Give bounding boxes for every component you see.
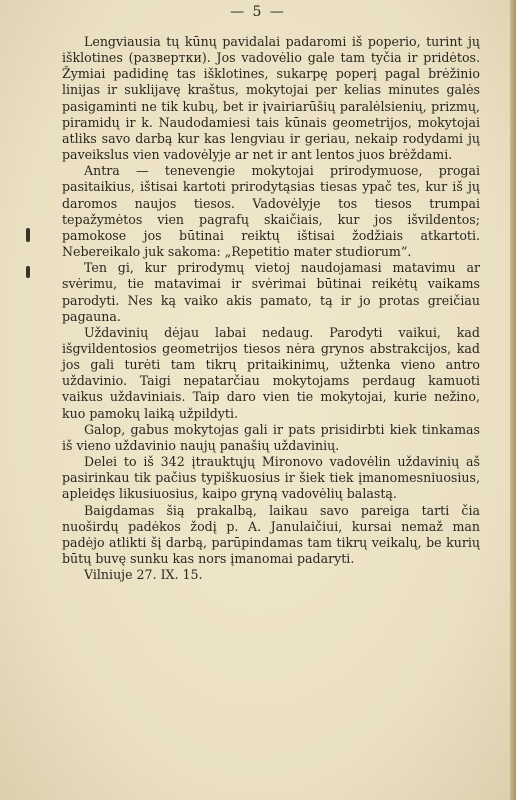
body-text [62,34,480,583]
margin-ink-mark [26,228,30,242]
paragraph-7: Baigdamas šią prakalbą, laikau savo pareiga tarti čia nuoširdų padėkos žodį p. A. Janulaičiui, kursai nemaž man padėjo atlikti šį darbą, parūpindamas tam tikrų veikalų, be kurių būtų buvę sunku kas nors įmanomai padaryti. [62,502,480,566]
paragraph-2: Antra — tenevengie mokytojai prirodymuose, progai pasitaikius, ištisai kartoti prirodytąsias tiesas ypač tes, kur iš jų daromos naujos tiesos. Vadovėlyje tos tiesos trumpai tepažymėtos vien pagrafų skaičiais, kur jos išvildentos; pamokose jos būtinai reiktų ištisai žodžiais atkartoti. Nebereikalo juk sakoma: „Repetitio mater studiorum“. [62,163,480,260]
signature-line: Vilniuje 27. IX. 15. [84,567,203,583]
paragraph-3: Ten gi, kur prirodymų vietoj naudojamasi matavimu ar svėrimu, tie matavimai ir svėrimai būtinai reikėtų vaikams parodyti. Nes ką vaiko akis pamato, tą ir jo protas greičiau pagauna. [62,260,480,324]
margin-ink-mark [26,266,30,278]
paragraph-6: Delei to iš 342 įtrauktųjų Mironovo vadovėlin uždavinių aš pasirinkau tik pačius typiškuosius ir šiek tiek įmanomesniuosius, apleidęs likusiuosius, kaipo gryną vadovėlių balastą. [62,454,480,502]
page-edge-shadow [510,0,516,800]
paragraph-5: Galop, gabus mokytojas gali ir pats prisidirbti kiek tinkamas iš vieno uždavinio naujų panašių uždavinių. [62,421,480,453]
page-number: — 5 — [230,4,286,20]
paragraph-4: Uždavinių dėjau labai nedaug. Parodyti vaikui, kad išgvildentosios geometrijos tiesos nėra grynos abstrakcijos, kad jos gali turėti tam tikrų pritaikinimų, užtenka vieno antro uždavinio. Taigi nepatarčiau mokytojams perdaug kamuoti vaikus uždaviniais. Taip daro vien tie mokytojai, kurie nežino, kuo pamokų laiką užpildyti. [62,324,480,421]
paragraph-1: Lengviausia tų kūnų pavidalai padaromi iš poperio, turint jų išklotines (развертки). Jos vadovėlio gale tam tyčia ir pridėtos. Žymiai padidinę tas išklotines, sukarpę poperį pagal brėžinio linijas ir suklijavę kraštus, mokytojai per kelias minutes galės pasigaminti ne tik kubų, bet ir įvairiarūšių paralėlsienių, prizmų, piramidų ir k. Naudodamiesi tais kūnais geometrijos, mokytojai atliks savo darbą kur kas lengviau ir geriau, nekaip rodydami jų paveikslus vien vadovėlyje ar net ir ant lentos juos brėždami. [62,34,480,163]
